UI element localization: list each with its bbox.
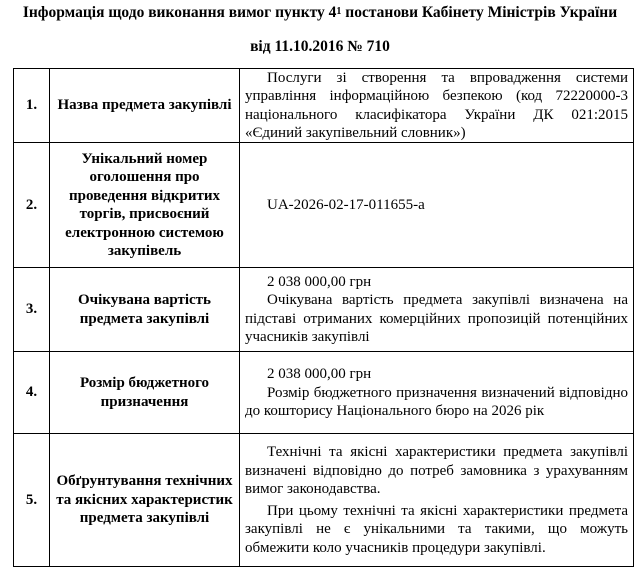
row-label: Очікувана вартість предмета закупівлі — [50, 268, 240, 352]
title-main: Інформація щодо виконання вимог пункту 4 — [22, 4, 337, 21]
document-subtitle: від 11.10.2016 № 710 — [250, 38, 390, 55]
row-value — [240, 352, 634, 434]
value-text: Технічні та якісні характеристики предмета закупівлі визначені відповідно до потреб замовника з урахуванням вимог законодавства. — [245, 444, 628, 497]
title-rest: постанови Кабінету Міністрів України — [341, 4, 618, 21]
procurement-info-table — [13, 68, 634, 567]
value-amount: 2 038 000,00 грн — [267, 366, 372, 383]
table-row — [14, 352, 634, 434]
row-number: 3. — [14, 268, 50, 352]
row-value — [240, 434, 634, 567]
table-row — [14, 143, 634, 268]
row-label: Обґрунтування технічних та якісних характеристик предмета закупівлі — [50, 434, 240, 567]
row-label: Назва предмета закупівлі — [50, 69, 240, 143]
row-number: 4. — [14, 352, 50, 434]
table-row — [14, 69, 634, 143]
value-text: Розмір бюджетного призначення визначений відповідно до кошторису Національного бюро на 2026 рік — [245, 384, 628, 419]
document-title — [0, 4, 640, 24]
title-superscript: 1 — [336, 6, 342, 17]
value-text-2: При цьому технічні та якісні характеристики предмета закупівлі не є унікальними та такими, що можуть обмежити коло учасників процедури закупівлі. — [245, 503, 628, 556]
value-text: Послуги зі створення та впровадження системи управління інформаційною безпекою (код 72220000-3 національного класифікатора України ДК 021:2015 «Єдиний закупівельний словник») — [245, 70, 628, 141]
row-number: 2. — [14, 143, 50, 268]
row-number: 1. — [14, 69, 50, 143]
table-row — [14, 268, 634, 352]
tender-id: UA-2026-02-17-011655-a — [267, 197, 425, 214]
table-row — [14, 434, 634, 567]
value-amount: 2 038 000,00 грн — [267, 274, 372, 291]
value-text: Очікувана вартість предмета закупівлі визначена на підставі отриманих комерційних пропозицій потенційних учасників закупівлі — [245, 292, 628, 345]
row-value — [240, 268, 634, 352]
row-value — [240, 143, 634, 268]
row-number: 5. — [14, 434, 50, 567]
row-value — [240, 69, 634, 143]
row-label: Унікальний номер оголошення про проведення відкритих торгів, присвоєний електронною системою закупівель — [50, 143, 240, 268]
row-label: Розмір бюджетного призначення — [50, 352, 240, 434]
